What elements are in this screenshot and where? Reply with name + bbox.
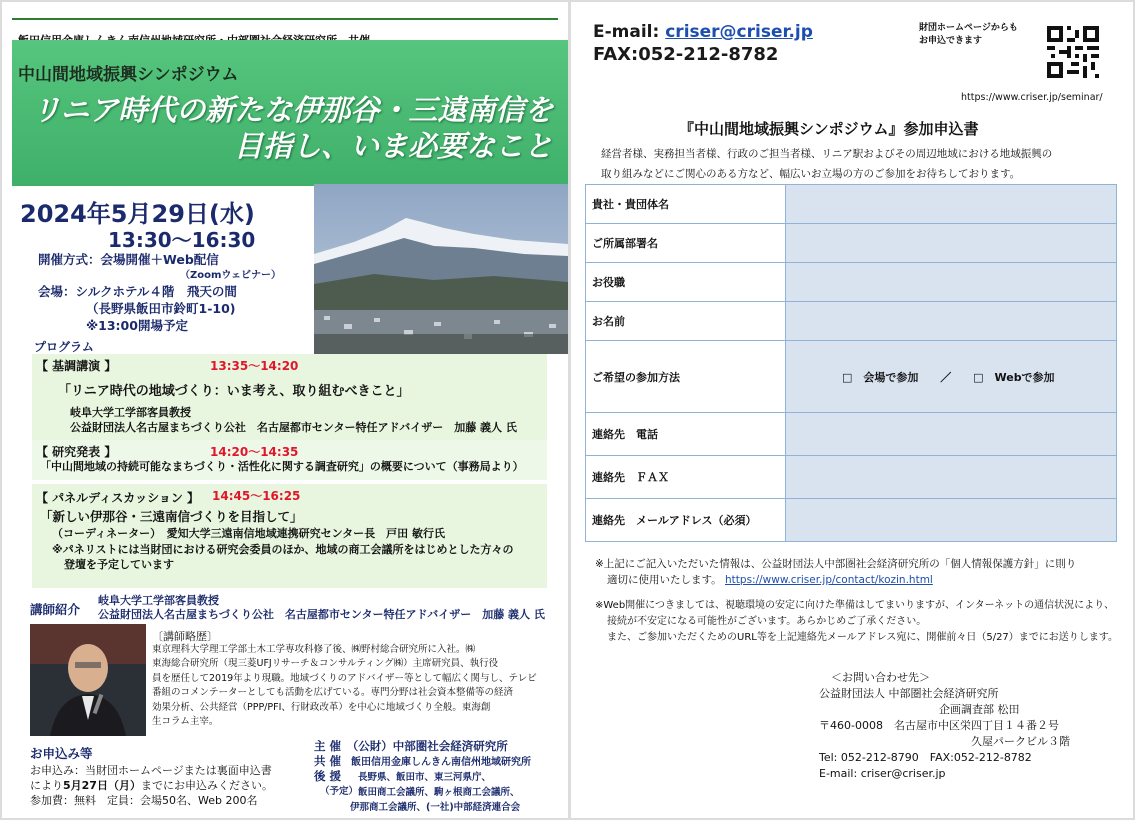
form-input-fax[interactable]: [786, 456, 1117, 499]
event-time: 13:30〜16:30: [108, 228, 256, 252]
mountain-photo: [314, 184, 568, 354]
form-label-phone: 連絡先 電話: [586, 413, 786, 456]
panel-time: 14:45〜16:25: [212, 489, 301, 503]
apply-line3: 参加費：無料 定員：会場50名、Web 200名: [30, 794, 258, 807]
privacy-link[interactable]: https://www.criser.jp/contact/kozin.html: [725, 574, 933, 586]
apply-label: お申込み等: [30, 746, 93, 761]
panel-title: 「新しい伊那谷・三遠南信づくりを目指して」: [40, 509, 303, 524]
method-note: （Zoomウェビナー）: [180, 270, 282, 281]
keynote-time: 13:35〜14:20: [210, 359, 299, 373]
form-title: 『中山間地域振興シンポジウム』参加申込書: [679, 120, 979, 138]
qr-note: 財団ホームページからも お申込できます: [919, 23, 1018, 46]
event-date: 2024年5月29日(水): [20, 200, 255, 228]
form-label-position: お役職: [586, 263, 786, 302]
keynote-title: 「リニア時代の地域づくり：いま考え、取り組むべきこと」: [58, 384, 410, 399]
web-note: ※Web開催につきましては、視聴環境の安定に向けた準備はしてまいりますが、インターネットの通信状況により、 接続が不安定になる可能性がございます。あらかじめご了承ください。 また、ご参加いただくためのURL等を上記連絡先メールアドレス宛に、開催前々日（5/27）までにお送りします。: [595, 600, 1118, 643]
research-time: 14:20〜14:35: [210, 445, 299, 459]
lecturer-photo: [30, 624, 146, 736]
privacy-note: ※上記にご記入いただいた情報は、公益財団法人中部圏社会経済研究所の「個人情報保護方針」に則り 適切に使用いたします。 https://www.criser.jp/contact/kozin.html: [595, 558, 1077, 586]
form-intro: 経営者様、実務担当者様、行政のご担当者様、リニア駅およびその周辺地域における地域振興の 取り組みなどにご関心のある方など、幅広いお立場の方のご参加をお待ちしております。: [601, 148, 1053, 180]
organizer-main: 主 催 （公財）中部圏社会経済研究所: [314, 739, 508, 753]
open-note: ※13:00開場予定: [86, 318, 188, 333]
contact-email-header: E-mail: criser@criser.jp: [593, 22, 813, 42]
apply-line2: により5月27日（月）までにお申込みください。: [30, 779, 273, 792]
flyer-front-page: [2, 2, 568, 818]
keynote-speaker1: 岐阜大学工学部客員教授: [70, 406, 191, 419]
form-input-company[interactable]: [786, 185, 1117, 224]
form-input-position[interactable]: [786, 263, 1117, 302]
apply-line1: お申込み：当財団ホームページまたは裏面申込書: [30, 764, 272, 777]
form-label-email: 連絡先 メールアドレス（必須）: [586, 499, 786, 542]
panel-coordinator: （コーディネーター） 愛知大学三遠南信地域連携研究センター長 戸田 敏行氏: [52, 527, 446, 540]
organizer-support-label: 後 援: [314, 769, 342, 783]
option-web-checkbox[interactable]: □ Webで参加: [973, 370, 1055, 384]
email-link[interactable]: criser@criser.jp: [665, 22, 813, 42]
flyer-back-page: [571, 2, 1133, 818]
top-rule: [12, 18, 558, 20]
lecturer-label: 講師紹介: [30, 602, 81, 617]
form-label-fax: 連絡先 ＦＡＸ: [586, 456, 786, 499]
seminar-url[interactable]: https://www.criser.jp/seminar/: [961, 92, 1103, 103]
keynote-label: 【 基調講演 】: [36, 359, 117, 373]
main-title-line1: リニア時代の新たな伊那谷・三遠南信を: [32, 93, 554, 127]
program-label: プログラム: [34, 340, 94, 354]
form-input-department[interactable]: [786, 224, 1117, 263]
symposium-name: 中山間地域振興シンポジウム: [18, 65, 239, 85]
form-label-name: お名前: [586, 302, 786, 341]
bio-label: 〔講師略歴〕: [152, 630, 218, 643]
event-venue: 会場：シルクホテル４階 飛天の間: [38, 284, 237, 299]
contact-fax-header: FAX:052-212-8782: [593, 44, 779, 65]
contact-block: ＜お問い合わせ先＞ 公益財団法人 中部圏社会経済研究所 企画調査部 松田 〒460-0008 名古屋市中区栄四丁目１４番２号 久屋パークビル３階 Tel: 052-212-8790 FAX:052-212-8782 E-mail: criser@criser.jp: [819, 671, 1070, 780]
option-separator: ／: [940, 370, 952, 384]
form-label-method: ご希望の参加方法: [586, 341, 786, 413]
organizer-support-note: （予定）: [320, 786, 359, 797]
lecturer-line1: 岐阜大学工学部客員教授: [98, 594, 219, 607]
venue-address: （長野県飯田市鈴町1-10): [86, 301, 236, 316]
form-input-phone[interactable]: [786, 413, 1117, 456]
form-participation-options: [786, 341, 1117, 413]
form-input-email[interactable]: [786, 499, 1117, 542]
event-method: 開催方式：会場開催＋Web配信: [38, 252, 219, 267]
panel-note2: 登壇を予定しています: [64, 558, 174, 571]
form-label-department: ご所属部署名: [586, 224, 786, 263]
qr-code-icon[interactable]: [1047, 26, 1099, 78]
panel-label: 【 パネルディスカッション 】: [36, 491, 200, 505]
main-title-line2: 目指し、いま必要なこと: [234, 129, 554, 163]
lecturer-line2: 公益財団法人名古屋まちづくり公社 名古屋都市センター特任アドバイザー 加藤 義人 氏: [98, 608, 545, 621]
research-label: 【 研究発表 】: [36, 445, 117, 459]
research-title: 「中山間地域の持続可能なまちづくり・活性化に関する調査研究」の概要について（事務局より）: [40, 460, 524, 473]
bio-text: 東京理科大学理工学部土木工学専攻科修了後、㈱野村総合研究所に入社。㈱ 東海総合研究所（現三菱UFJリサーチ＆コンサルティング㈱）主席研究員、執行役 員を歴任して2019年より現職。地域づくりのアドバイザー等として幅広く関与し、テレビ 番組のコメンテーターとしても活動を広げている。専門分野は社会資本整備等の経済 効果分析、公共経営（PPP/PFI、行財政改革）を中心に地域づくり全般。東海創 生コラム主宰。: [152, 644, 537, 728]
option-onsite-checkbox[interactable]: □ 会場で参加: [842, 370, 919, 384]
form-label-company: 貴社・貴団体名: [586, 185, 786, 224]
organizer-support-list: 長野県、飯田市、東三河県庁、 飯田商工会議所、駒ヶ根商工会議所、 伊那商工会議所、(一社)中部経済連合会: [350, 772, 521, 813]
organizer-co: 共 催 飯田信用金庫しんきん南信州地域研究所: [314, 754, 532, 768]
keynote-speaker2: 公益財団法人名古屋まちづくり公社 名古屋都市センター特任アドバイザー 加藤 義人 氏: [70, 421, 517, 434]
application-form: [585, 184, 1117, 542]
panel-note1: ※パネリストには当財団における研究会委員のほか、地域の商工会議所をはじめとした方々の: [52, 543, 514, 556]
form-input-name[interactable]: [786, 302, 1117, 341]
